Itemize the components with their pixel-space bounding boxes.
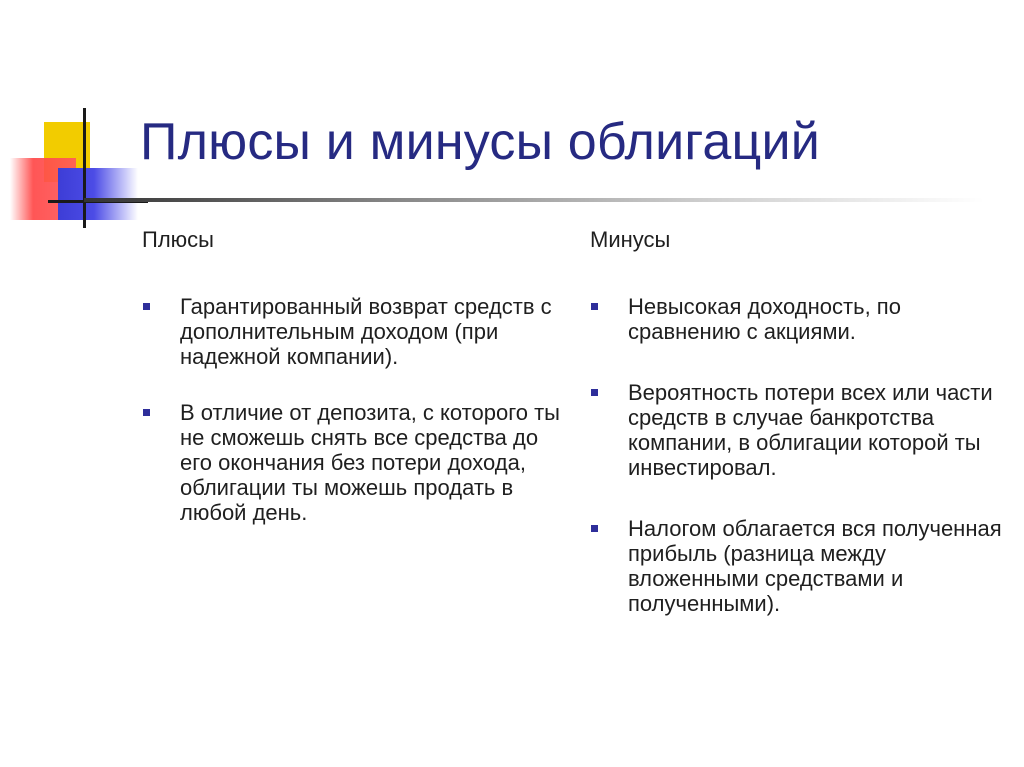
cons-item (586, 294, 1006, 344)
cons-list (586, 294, 1006, 616)
pros-item (138, 400, 568, 525)
decorative-blue-square (58, 168, 138, 220)
cons-item-text: Невысокая доходность, по сравнению с акциями. (628, 294, 901, 344)
cons-column (586, 226, 1006, 652)
pros-heading: Плюсы (142, 227, 214, 252)
pros-item-text: Гарантированный возврат средств с дополнительным доходом (при надежной компании). (180, 294, 552, 369)
square-bullet-icon (143, 303, 150, 310)
square-bullet-icon (591, 525, 598, 532)
cons-heading: Минусы (590, 227, 671, 252)
pros-item (138, 294, 568, 369)
square-bullet-icon (143, 409, 150, 416)
slide-title: Плюсы и минусы облигаций (140, 113, 820, 171)
pros-list (138, 294, 568, 525)
decorative-vertical-line (83, 108, 86, 228)
cons-item-text: Налогом облагается вся полученная прибыль (разница между вложенными средствами и полученными). (628, 516, 1002, 616)
cons-item (586, 516, 1006, 616)
cons-item-text: Вероятность потери всех или части средств в случае банкротства компании, в облигации которой ты инвестировал. (628, 380, 993, 480)
pros-item-text: В отличие от депозита, с которого ты не сможешь снять все средства до его окончания без потери дохода, облигации ты можешь продать в любой день. (180, 400, 560, 525)
square-bullet-icon (591, 303, 598, 310)
title-divider (84, 198, 984, 202)
square-bullet-icon (591, 389, 598, 396)
cons-item (586, 380, 1006, 480)
pros-column (138, 226, 568, 556)
